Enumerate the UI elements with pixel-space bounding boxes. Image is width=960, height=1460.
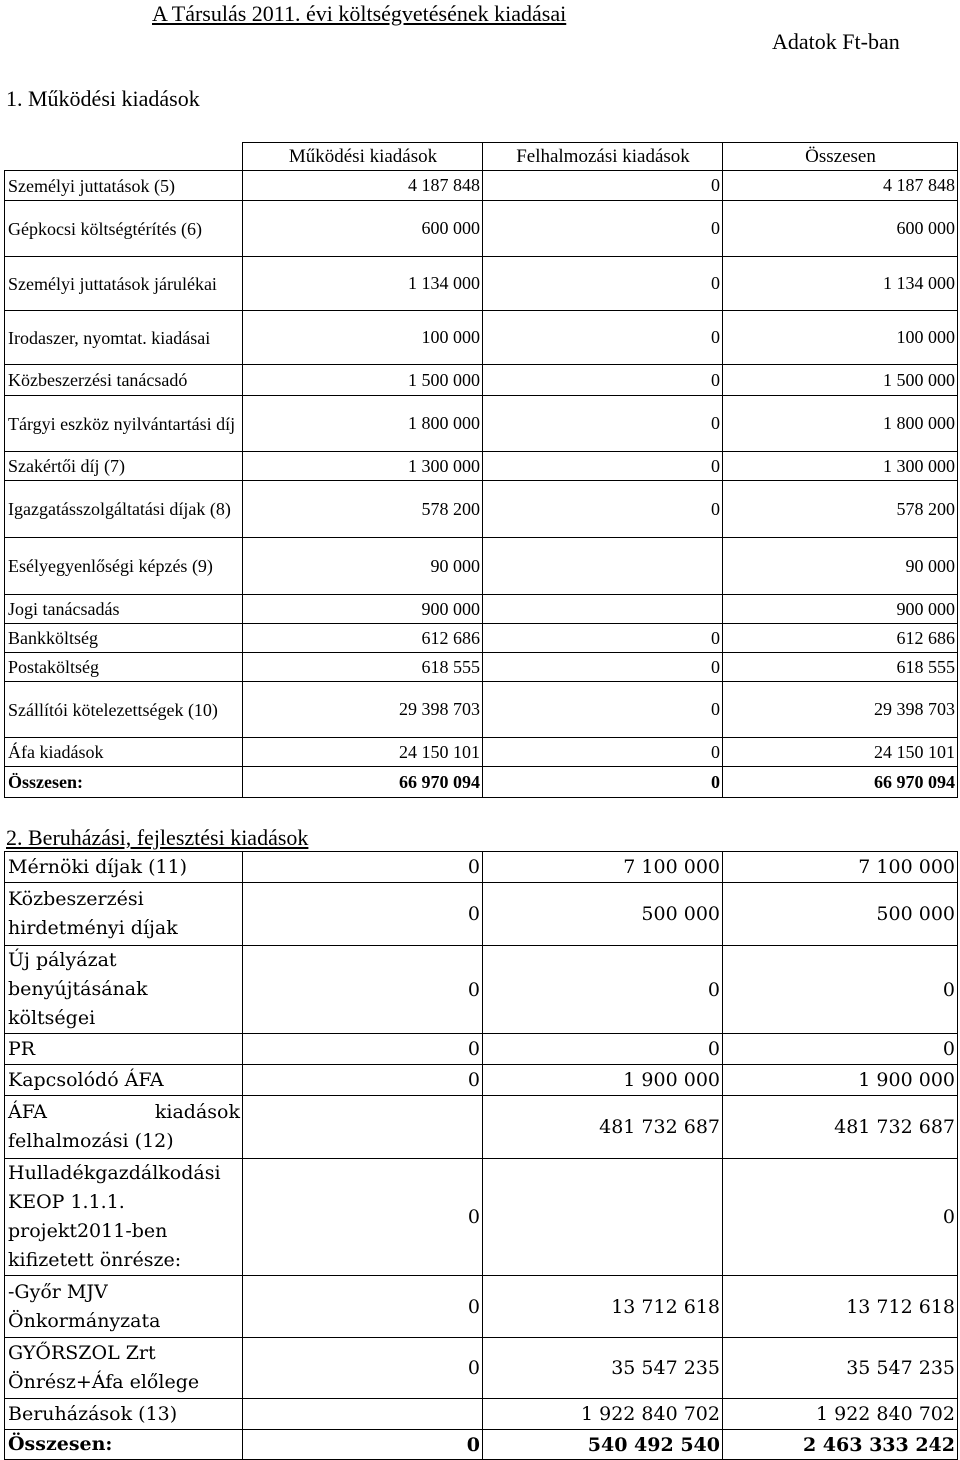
total-value: 0 — [723, 1159, 958, 1276]
grand-total: 2 463 333 242 — [723, 1430, 958, 1460]
operating-value: 29 398 703 — [243, 682, 483, 738]
total-capital: 540 492 540 — [483, 1430, 723, 1460]
capital-value: 0 — [483, 738, 723, 767]
operating-value: 612 686 — [243, 624, 483, 653]
total-label: Összesen: — [5, 767, 243, 798]
table-row — [5, 1065, 958, 1096]
table-row — [5, 365, 958, 396]
table-row — [5, 1276, 958, 1338]
total-value: 1 500 000 — [723, 365, 958, 396]
operating-value: 24 150 101 — [243, 738, 483, 767]
row-label: Szakértői díj (7) — [5, 452, 243, 481]
capital-value: 0 — [483, 171, 723, 201]
operating-value: 0 — [243, 1338, 483, 1399]
total-value: 100 000 — [723, 311, 958, 365]
grand-total: 66 970 094 — [723, 767, 958, 798]
row-label: Személyi juttatások járulékai — [5, 257, 243, 311]
table-row — [5, 452, 958, 481]
capital-value: 35 547 235 — [483, 1338, 723, 1399]
table-row — [5, 852, 958, 883]
table-row — [5, 883, 958, 946]
total-value: 1 922 840 702 — [723, 1399, 958, 1430]
row-label: Hulladékgazdálkodási KEOP 1.1.1. projekt2011-ben kifizetett önrésze: — [5, 1159, 243, 1276]
table-row — [5, 1159, 958, 1276]
total-value: 0 — [723, 1034, 958, 1065]
header-capital: Felhalmozási kiadások — [483, 143, 723, 171]
row-label: Közbeszerzési hirdetményi díjak — [5, 883, 243, 946]
header-total: Összesen — [723, 143, 958, 171]
row-label: Közbeszerzési tanácsadó — [5, 365, 243, 396]
capital-value: 500 000 — [483, 883, 723, 946]
total-value: 90 000 — [723, 538, 958, 595]
capital-value — [483, 1159, 723, 1276]
total-value: 4 187 848 — [723, 171, 958, 201]
total-value: 500 000 — [723, 883, 958, 946]
capital-value: 1 922 840 702 — [483, 1399, 723, 1430]
row-label: Kapcsolódó ÁFA — [5, 1065, 243, 1096]
total-value: 900 000 — [723, 595, 958, 624]
document-title: A Társulás 2011. évi költségvetésének kiadásai — [152, 1, 567, 26]
total-value: 0 — [723, 946, 958, 1034]
capital-value: 0 — [483, 257, 723, 311]
capital-value: 0 — [483, 946, 723, 1034]
operating-value: 0 — [243, 883, 483, 946]
row-label: Szállítói kötelezettségek (10) — [5, 682, 243, 738]
table-row — [5, 946, 958, 1034]
table-row — [5, 481, 958, 538]
section1-title: 1. Működési kiadások — [6, 86, 200, 111]
row-label: -Győr MJV Önkormányzata — [5, 1276, 243, 1338]
row-label: Igazgatásszolgáltatási díjak (8) — [5, 481, 243, 538]
table-row — [5, 682, 958, 738]
capital-value: 0 — [483, 653, 723, 682]
investment-expenses-table — [4, 851, 958, 1460]
table-row — [5, 201, 958, 257]
operating-value — [243, 1096, 483, 1159]
capital-value: 0 — [483, 365, 723, 396]
table-row — [5, 653, 958, 682]
operating-value: 900 000 — [243, 595, 483, 624]
capital-value: 7 100 000 — [483, 852, 723, 883]
row-label: GYŐRSZOL Zrt Önrész+Áfa előlege — [5, 1338, 243, 1399]
operating-value: 0 — [243, 1159, 483, 1276]
total-value: 1 900 000 — [723, 1065, 958, 1096]
capital-value: 0 — [483, 396, 723, 452]
row-label: Személyi juttatások (5) — [5, 171, 243, 201]
row-label: Új pályázat benyújtásának költségei — [5, 946, 243, 1034]
row-label: Bankköltség — [5, 624, 243, 653]
header-operating: Működési kiadások — [243, 143, 483, 171]
row-label: Irodaszer, nyomtat. kiadásai — [5, 311, 243, 365]
total-capital: 0 — [483, 767, 723, 798]
total-value: 35 547 235 — [723, 1338, 958, 1399]
table-row — [5, 624, 958, 653]
operating-value: 1 300 000 — [243, 452, 483, 481]
row-label: PR — [5, 1034, 243, 1065]
capital-value: 0 — [483, 682, 723, 738]
row-label: Beruházások (13) — [5, 1399, 243, 1430]
unit-note: Adatok Ft-ban — [772, 29, 900, 54]
table-row — [5, 538, 958, 595]
operating-value: 1 134 000 — [243, 257, 483, 311]
table-row — [5, 396, 958, 452]
total-value: 7 100 000 — [723, 852, 958, 883]
capital-value: 481 732 687 — [483, 1096, 723, 1159]
operating-value: 0 — [243, 1034, 483, 1065]
capital-value — [483, 538, 723, 595]
total-operating: 66 970 094 — [243, 767, 483, 798]
table-header-row — [5, 143, 958, 171]
capital-value — [483, 595, 723, 624]
total-value: 600 000 — [723, 201, 958, 257]
total-value: 578 200 — [723, 481, 958, 538]
operating-value — [243, 1399, 483, 1430]
operating-value: 4 187 848 — [243, 171, 483, 201]
operating-value: 600 000 — [243, 201, 483, 257]
total-row — [5, 1430, 958, 1460]
operating-value: 578 200 — [243, 481, 483, 538]
capital-value: 13 712 618 — [483, 1276, 723, 1338]
capital-value: 0 — [483, 624, 723, 653]
operating-value: 0 — [243, 1276, 483, 1338]
capital-value: 0 — [483, 1034, 723, 1065]
operating-value: 0 — [243, 946, 483, 1034]
total-row — [5, 767, 958, 798]
operating-value: 0 — [243, 852, 483, 883]
total-value: 1 800 000 — [723, 396, 958, 452]
header-blank-cell — [5, 143, 243, 171]
row-label: Postaköltség — [5, 653, 243, 682]
total-value: 612 686 — [723, 624, 958, 653]
row-label: Esélyegyenlőségi képzés (9) — [5, 538, 243, 595]
total-label: Összesen: — [5, 1430, 243, 1460]
total-value: 481 732 687 — [723, 1096, 958, 1159]
total-operating: 0 — [243, 1430, 483, 1460]
row-label: Mérnöki díjak (11) — [5, 852, 243, 883]
table-row — [5, 257, 958, 311]
table-row — [5, 738, 958, 767]
capital-value: 0 — [483, 201, 723, 257]
total-value: 24 150 101 — [723, 738, 958, 767]
table-row — [5, 1338, 958, 1399]
operating-value: 100 000 — [243, 311, 483, 365]
table-row — [5, 311, 958, 365]
operating-value: 1 800 000 — [243, 396, 483, 452]
operating-expenses-table — [4, 142, 958, 798]
table-row — [5, 1096, 958, 1159]
row-label: Gépkocsi költségtérítés (6) — [5, 201, 243, 257]
table-row — [5, 1399, 958, 1430]
total-value: 1 300 000 — [723, 452, 958, 481]
row-label: Áfa kiadások — [5, 738, 243, 767]
row-label: Jogi tanácsadás — [5, 595, 243, 624]
table-row — [5, 171, 958, 201]
operating-value: 0 — [243, 1065, 483, 1096]
capital-value: 0 — [483, 481, 723, 538]
capital-value: 0 — [483, 311, 723, 365]
operating-value: 1 500 000 — [243, 365, 483, 396]
total-value: 618 555 — [723, 653, 958, 682]
total-value: 13 712 618 — [723, 1276, 958, 1338]
total-value: 1 134 000 — [723, 257, 958, 311]
table-row — [5, 595, 958, 624]
operating-value: 90 000 — [243, 538, 483, 595]
capital-value: 1 900 000 — [483, 1065, 723, 1096]
operating-value: 618 555 — [243, 653, 483, 682]
row-label: ÁFA kiadások felhalmozási (12) — [5, 1096, 243, 1159]
section2-title: 2. Beruházási, fejlesztési kiadások — [6, 825, 309, 850]
row-label: Tárgyi eszköz nyilvántartási díj — [5, 396, 243, 452]
capital-value: 0 — [483, 452, 723, 481]
total-value: 29 398 703 — [723, 682, 958, 738]
table-row — [5, 1034, 958, 1065]
